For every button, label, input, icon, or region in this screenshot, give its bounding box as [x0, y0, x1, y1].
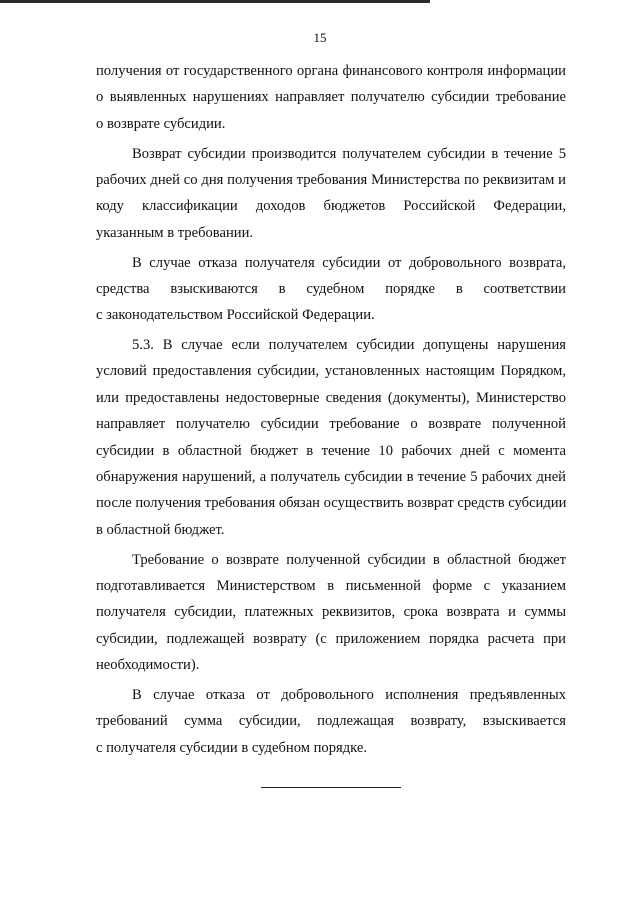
text-line: 5.3. В случае если получателем субсидии допущены нарушения: [132, 337, 566, 354]
text-line: получения от государственного органа финансового контроля информации: [96, 63, 566, 79]
text-line: направляет получателю субсидии требование о возврате полученной: [96, 416, 566, 433]
text-line: рабочих дней со дня получения требования Министерства по реквизитам и: [96, 171, 566, 188]
document-body: [96, 58, 566, 761]
text-line: обнаружения нарушений, а получатель субсидии в течение 5 рабочих дней: [96, 469, 566, 486]
text-line: средства взыскиваются в судебном порядке в соответствии: [96, 280, 566, 297]
text-line: В случае отказа от добровольного исполнения предъявленных: [132, 686, 566, 703]
text-line: после получения требования обязан осуществить возврат средств субсидии: [96, 495, 566, 512]
text-line: в областной бюджет.: [96, 521, 225, 538]
text-line: В случае отказа получателя субсидии от добровольного возврата,: [132, 254, 566, 271]
text-line: требований сумма субсидии, подлежащая возврату, взыскивается: [96, 713, 566, 730]
text-line: или предоставлены недостоверные сведения (документы), Министерство: [96, 389, 566, 406]
scan-top-edge: [0, 0, 430, 3]
text-line: коду классификации доходов бюджетов Российской Федерации,: [96, 198, 566, 215]
end-separator-line: [261, 787, 401, 788]
text-line: о возврате субсидии.: [96, 115, 226, 132]
text-line: Требование о возврате полученной субсидии в областной бюджет: [132, 551, 566, 568]
text-line: условий предоставления субсидии, установленных настоящим Порядком,: [96, 363, 566, 380]
text-line: указанным в требовании.: [96, 224, 254, 241]
text-line: получателя субсидии, платежных реквизитов, срока возврата и суммы: [96, 604, 566, 621]
text-line: с законодательством Российской Федерации.: [96, 307, 375, 324]
text-line: Возврат субсидии производится получателем субсидии в течение 5: [132, 145, 566, 162]
text-line: субсидии в областной бюджет в течение 10 рабочих дней с момента: [96, 442, 566, 459]
text-line: о выявленных нарушениях направляет получателю субсидии требование: [96, 89, 566, 106]
text-line: необходимости).: [96, 657, 200, 674]
text-line: с получателя субсидии в судебном порядке.: [96, 739, 367, 756]
text-line: подготавливается Министерством в письменной форме с указанием: [96, 577, 566, 594]
page-number: 15: [313, 30, 327, 45]
text-line: субсидии, подлежащей возврату (с приложением порядка расчета при: [96, 630, 566, 647]
